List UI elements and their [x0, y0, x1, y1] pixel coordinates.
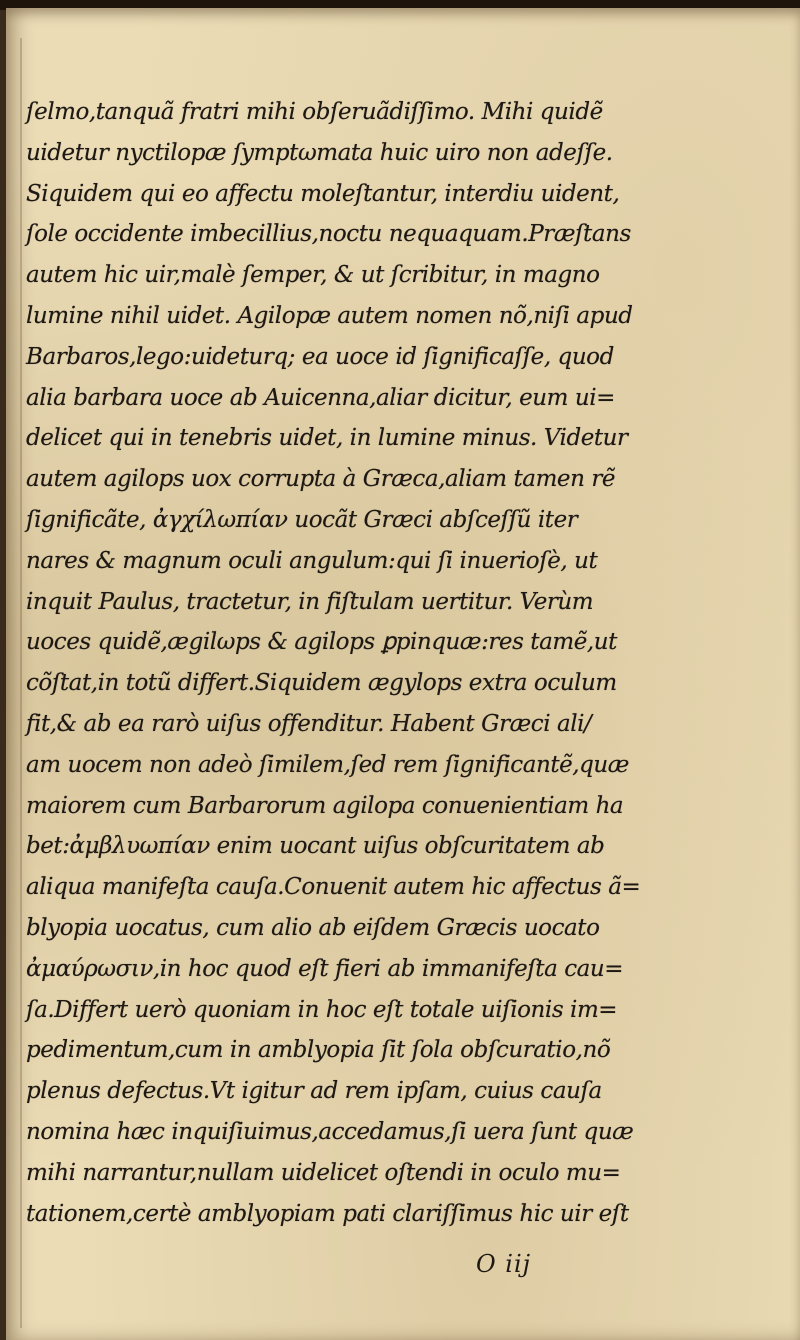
page-gutter — [20, 38, 22, 1328]
text-line: fit,& ab ea rarò uiſus offenditur. Habent Græci ali/ — [26, 710, 592, 737]
text-line: autem agilops uox corrupta à Græca,aliam tamen rẽ — [26, 466, 616, 493]
text-line: alia barbara uoce ab Auicenna,aliar dicitur, eum ui= — [26, 384, 615, 411]
text-line: nomina hæc inquiſiuimus,accedamus,ſi uera ſunt quæ — [26, 1118, 634, 1145]
signature-mark: O iij — [476, 1250, 532, 1278]
text-line: lumine nihil uidet. Agilopæ autem nomen nõ,niſi apud — [26, 302, 633, 329]
text-line: ſa.Differt uerò quoniam in hoc eſt totale uiſionis im= — [26, 996, 618, 1023]
text-line: autem hic uir,malè ſemper, & ut ſcribitur, in magno — [26, 262, 600, 289]
text-line: cõſtat,in totũ differt.Siquidem ægylops extra oculum — [26, 670, 617, 697]
text-line: bet:ἀμβλυωπίαν enim uocant uiſus obſcuritatem ab — [26, 833, 605, 860]
text-line: tationem,certè amblyopiam pati clariſſimus hic uir eſt — [26, 1200, 629, 1227]
page-text — [26, 92, 790, 1234]
text-line: Siquidem qui eo affectu moleſtantur, interdiu uident, — [26, 180, 620, 207]
text-line: ἀμαύρωσιν,in hoc quod eſt fieri ab immanifeſta cau= — [26, 955, 624, 982]
text-line: inquit Paulus, tractetur, in fiſtulam uertitur. Verùm — [26, 588, 594, 615]
text-line: uidetur nyctilopæ ſymptωmata huic uiro non adeſſe. — [26, 139, 613, 166]
text-line: plenus defectus.Vt igitur ad rem ipſam, cuius cauſa — [26, 1078, 602, 1105]
text-line: pedimentum,cum in amblyopia ſit ſola obſcuratio,nõ — [26, 1037, 611, 1064]
text-line: delicet qui in tenebris uidet, in lumine minus. Videtur — [26, 425, 628, 452]
text-line: ſole occidente imbecillius,noctu nequaquam.Præſtans — [26, 221, 631, 248]
text-line: Barbaros,lego:uideturq; ea uoce id ſignificaſſe, quod — [26, 343, 614, 370]
text-line: nares & magnum oculi angulum:qui ſi inuerioſè, ut — [26, 547, 598, 574]
text-line: ſelmo,tanquã fratri mihi obſeruãdiſſimo. Mihi quidẽ — [26, 99, 603, 125]
text-line: blyopia uocatus, cum alio ab eiſdem Græcis uocato — [26, 914, 600, 941]
text-line: aliqua manifeſta cauſa.Conuenit autem hic affectus ã= — [26, 874, 641, 901]
text-line: am uocem non adeò ſimilem,ſed rem ſignificantẽ,quæ — [26, 751, 629, 778]
text-line: maiorem cum Barbarorum agilopa conuenientiam ha — [26, 792, 624, 819]
text-line: ſignificãte, ἀγχίλωπίαν uocãt Græci abſceſſũ iter — [26, 506, 578, 533]
text-line: uoces quidẽ,ægilωps & agilops ꝑpinquæ:res tamẽ,ut — [26, 629, 617, 656]
text-line: mihi narrantur,nullam uidelicet oſtendi in oculo mu= — [26, 1159, 621, 1186]
